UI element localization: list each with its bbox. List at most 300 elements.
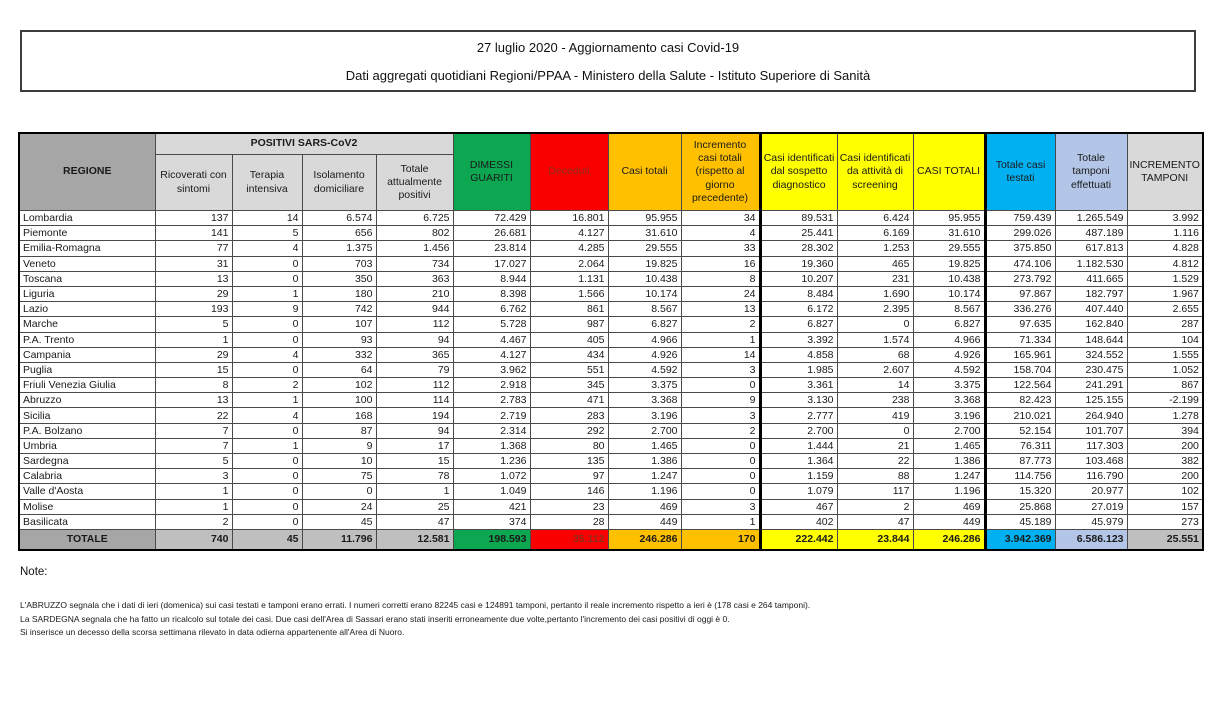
- table-row: [19, 484, 1203, 499]
- table-body: [19, 211, 1203, 530]
- value-cell: -2.199: [1127, 393, 1203, 408]
- totals-value-cell: 12.581: [376, 529, 453, 550]
- region-name: Veneto: [19, 256, 155, 271]
- value-cell: 1.967: [1127, 286, 1203, 301]
- value-cell: 4: [232, 408, 302, 423]
- value-cell: 45.189: [985, 514, 1055, 529]
- value-cell: 4: [232, 347, 302, 362]
- value-cell: 10.207: [760, 271, 837, 286]
- region-name: Lazio: [19, 302, 155, 317]
- value-cell: 88: [837, 469, 913, 484]
- value-cell: 2.719: [453, 408, 530, 423]
- col-header-casi-totali: Casi totali: [608, 133, 681, 211]
- value-cell: 1.131: [530, 271, 608, 286]
- value-cell: 6.169: [837, 226, 913, 241]
- totals-value-cell: 246.286: [913, 529, 985, 550]
- table-row: [19, 454, 1203, 469]
- value-cell: 0: [681, 469, 760, 484]
- value-cell: 3.196: [608, 408, 681, 423]
- value-cell: 231: [837, 271, 913, 286]
- value-cell: 8: [155, 378, 232, 393]
- value-cell: 1.049: [453, 484, 530, 499]
- value-cell: 6.574: [302, 211, 376, 226]
- value-cell: 24: [681, 286, 760, 301]
- value-cell: 0: [837, 317, 913, 332]
- value-cell: 2.700: [760, 423, 837, 438]
- value-cell: 162.840: [1055, 317, 1127, 332]
- value-cell: 13: [155, 393, 232, 408]
- region-name: Emilia-Romagna: [19, 241, 155, 256]
- value-cell: 3.368: [913, 393, 985, 408]
- value-cell: 89.531: [760, 211, 837, 226]
- value-cell: 299.026: [985, 226, 1055, 241]
- totals-row: [19, 529, 1203, 550]
- value-cell: 141: [155, 226, 232, 241]
- value-cell: 45: [302, 514, 376, 529]
- col-header-tamponi-effettuati: Totale tamponi effettuati: [1055, 133, 1127, 211]
- totals-value-cell: 3.942.369: [985, 529, 1055, 550]
- value-cell: 2.395: [837, 302, 913, 317]
- value-cell: 394: [1127, 423, 1203, 438]
- value-cell: 77: [155, 241, 232, 256]
- value-cell: 382: [1127, 454, 1203, 469]
- value-cell: 375.850: [985, 241, 1055, 256]
- value-cell: 3: [681, 362, 760, 377]
- totals-value-cell: 23.844: [837, 529, 913, 550]
- table-row: [19, 514, 1203, 529]
- value-cell: 421: [453, 499, 530, 514]
- value-cell: 19.825: [913, 256, 985, 271]
- region-name: P.A. Trento: [19, 332, 155, 347]
- value-cell: 487.189: [1055, 226, 1127, 241]
- value-cell: 4.966: [608, 332, 681, 347]
- value-cell: 34: [681, 211, 760, 226]
- value-cell: 93: [302, 332, 376, 347]
- value-cell: 6.725: [376, 211, 453, 226]
- value-cell: 656: [302, 226, 376, 241]
- value-cell: 6.827: [913, 317, 985, 332]
- value-cell: 97.635: [985, 317, 1055, 332]
- value-cell: 1.196: [913, 484, 985, 499]
- value-cell: 193: [155, 302, 232, 317]
- value-cell: 0: [837, 423, 913, 438]
- value-cell: 29: [155, 286, 232, 301]
- value-cell: 1.196: [608, 484, 681, 499]
- value-cell: 15.320: [985, 484, 1055, 499]
- value-cell: 6.827: [608, 317, 681, 332]
- value-cell: 80: [530, 438, 608, 453]
- region-name: Sicilia: [19, 408, 155, 423]
- region-name: Basilicata: [19, 514, 155, 529]
- value-cell: 0: [232, 332, 302, 347]
- value-cell: 87: [302, 423, 376, 438]
- value-cell: 200: [1127, 438, 1203, 453]
- region-name: Umbria: [19, 438, 155, 453]
- value-cell: 148.644: [1055, 332, 1127, 347]
- value-cell: 0: [681, 378, 760, 393]
- value-cell: 31.610: [608, 226, 681, 241]
- value-cell: 1: [232, 286, 302, 301]
- value-cell: 6.827: [760, 317, 837, 332]
- value-cell: 1.265.549: [1055, 211, 1127, 226]
- value-cell: 5: [155, 317, 232, 332]
- value-cell: 292: [530, 423, 608, 438]
- col-header-casi-testati: Totale casi testati: [985, 133, 1055, 211]
- value-cell: 1.529: [1127, 271, 1203, 286]
- col-header-casi-totali-2: CASI TOTALI: [913, 133, 985, 211]
- totals-value-cell: 25.551: [1127, 529, 1203, 550]
- value-cell: 52.154: [985, 423, 1055, 438]
- value-cell: 1: [232, 393, 302, 408]
- value-cell: 4.467: [453, 332, 530, 347]
- region-name: P.A. Bolzano: [19, 423, 155, 438]
- totals-label: TOTALE: [19, 529, 155, 550]
- value-cell: 944: [376, 302, 453, 317]
- value-cell: 122.564: [985, 378, 1055, 393]
- value-cell: 1.375: [302, 241, 376, 256]
- value-cell: 194: [376, 408, 453, 423]
- value-cell: 2.607: [837, 362, 913, 377]
- value-cell: 8.484: [760, 286, 837, 301]
- value-cell: 22: [155, 408, 232, 423]
- value-cell: 64: [302, 362, 376, 377]
- value-cell: 4.592: [608, 362, 681, 377]
- value-cell: 3.375: [608, 378, 681, 393]
- value-cell: 104: [1127, 332, 1203, 347]
- value-cell: 0: [302, 484, 376, 499]
- value-cell: 264.940: [1055, 408, 1127, 423]
- table-row: [19, 286, 1203, 301]
- value-cell: 1.364: [760, 454, 837, 469]
- region-name: Sardegna: [19, 454, 155, 469]
- value-cell: 25: [376, 499, 453, 514]
- value-cell: 365: [376, 347, 453, 362]
- value-cell: 3.375: [913, 378, 985, 393]
- value-cell: 27.019: [1055, 499, 1127, 514]
- table-row: [19, 302, 1203, 317]
- table-row: [19, 393, 1203, 408]
- value-cell: 82.423: [985, 393, 1055, 408]
- value-cell: 241.291: [1055, 378, 1127, 393]
- value-cell: 2.064: [530, 256, 608, 271]
- value-cell: 1.368: [453, 438, 530, 453]
- value-cell: 4.285: [530, 241, 608, 256]
- value-cell: 7: [155, 438, 232, 453]
- value-cell: 4.592: [913, 362, 985, 377]
- value-cell: 165.961: [985, 347, 1055, 362]
- value-cell: 1: [155, 484, 232, 499]
- value-cell: 465: [837, 256, 913, 271]
- value-cell: 469: [608, 499, 681, 514]
- value-cell: 434: [530, 347, 608, 362]
- region-name: Abruzzo: [19, 393, 155, 408]
- region-name: Molise: [19, 499, 155, 514]
- value-cell: 117: [837, 484, 913, 499]
- value-cell: 4.926: [913, 347, 985, 362]
- value-cell: 1.444: [760, 438, 837, 453]
- table-row: [19, 347, 1203, 362]
- col-header-terapia-intensiva: Terapia intensiva: [232, 155, 302, 211]
- value-cell: 4.127: [453, 347, 530, 362]
- value-cell: 13: [681, 302, 760, 317]
- value-cell: 4: [681, 226, 760, 241]
- col-header-totale-positivi: Totale attualmente positivi: [376, 155, 453, 211]
- value-cell: 17.027: [453, 256, 530, 271]
- value-cell: 17: [376, 438, 453, 453]
- value-cell: 71.334: [985, 332, 1055, 347]
- value-cell: 703: [302, 256, 376, 271]
- value-cell: 20.977: [1055, 484, 1127, 499]
- value-cell: 0: [232, 469, 302, 484]
- totals-value-cell: 11.796: [302, 529, 376, 550]
- value-cell: 146: [530, 484, 608, 499]
- value-cell: 76.311: [985, 438, 1055, 453]
- document-header: [20, 30, 1196, 92]
- value-cell: 9: [302, 438, 376, 453]
- value-cell: 210: [376, 286, 453, 301]
- table-row: [19, 423, 1203, 438]
- value-cell: 5: [232, 226, 302, 241]
- value-cell: 3.962: [453, 362, 530, 377]
- value-cell: 23: [530, 499, 608, 514]
- table-row: [19, 241, 1203, 256]
- region-name: Calabria: [19, 469, 155, 484]
- value-cell: 9: [681, 393, 760, 408]
- value-cell: 2: [155, 514, 232, 529]
- value-cell: 230.475: [1055, 362, 1127, 377]
- note-line-abruzzo: L'ABRUZZO segnala che i dati di ieri (domenica) sui casi testati e tamponi erano errati. I numeri corretti erano 82245 casi e 124891 tamponi, pertanto il reale incremento rispetto a ieri è (178 casi e 264 tamponi).: [20, 600, 811, 610]
- value-cell: 551: [530, 362, 608, 377]
- value-cell: 5.728: [453, 317, 530, 332]
- value-cell: 0: [232, 423, 302, 438]
- value-cell: 112: [376, 378, 453, 393]
- totals-value-cell: 45: [232, 529, 302, 550]
- col-header-isolamento: Isolamento domiciliare: [302, 155, 376, 211]
- value-cell: 350: [302, 271, 376, 286]
- value-cell: 411.665: [1055, 271, 1127, 286]
- value-cell: 1.079: [760, 484, 837, 499]
- value-cell: 987: [530, 317, 608, 332]
- value-cell: 273.792: [985, 271, 1055, 286]
- totals-value-cell: 6.586.123: [1055, 529, 1127, 550]
- value-cell: 6.172: [760, 302, 837, 317]
- covid-data-table: [18, 132, 1204, 551]
- value-cell: 1.465: [608, 438, 681, 453]
- region-name: Friuli Venezia Giulia: [19, 378, 155, 393]
- value-cell: 861: [530, 302, 608, 317]
- value-cell: 125.155: [1055, 393, 1127, 408]
- value-cell: 2.655: [1127, 302, 1203, 317]
- value-cell: 3.992: [1127, 211, 1203, 226]
- table-row: [19, 408, 1203, 423]
- notes-section: [20, 566, 1170, 640]
- value-cell: 103.468: [1055, 454, 1127, 469]
- value-cell: 1.072: [453, 469, 530, 484]
- table-row: [19, 378, 1203, 393]
- value-cell: 2.783: [453, 393, 530, 408]
- value-cell: 1.236: [453, 454, 530, 469]
- value-cell: 94: [376, 332, 453, 347]
- table-row: [19, 271, 1203, 286]
- value-cell: 374: [453, 514, 530, 529]
- value-cell: 0: [232, 499, 302, 514]
- value-cell: 102: [1127, 484, 1203, 499]
- value-cell: 1.247: [608, 469, 681, 484]
- value-cell: 6.762: [453, 302, 530, 317]
- value-cell: 25.441: [760, 226, 837, 241]
- value-cell: 137: [155, 211, 232, 226]
- value-cell: 19.825: [608, 256, 681, 271]
- value-cell: 867: [1127, 378, 1203, 393]
- value-cell: 14: [837, 378, 913, 393]
- col-header-dimessi-guariti: DIMESSI GUARITI: [453, 133, 530, 211]
- value-cell: 95.955: [608, 211, 681, 226]
- value-cell: 0: [681, 438, 760, 453]
- value-cell: 1.465: [913, 438, 985, 453]
- value-cell: 336.276: [985, 302, 1055, 317]
- value-cell: 4.812: [1127, 256, 1203, 271]
- value-cell: 45.979: [1055, 514, 1127, 529]
- table-header: [19, 133, 1203, 211]
- value-cell: 28: [530, 514, 608, 529]
- value-cell: 345: [530, 378, 608, 393]
- value-cell: 3.392: [760, 332, 837, 347]
- value-cell: 72.429: [453, 211, 530, 226]
- value-cell: 24: [302, 499, 376, 514]
- region-name: Campania: [19, 347, 155, 362]
- value-cell: 31.610: [913, 226, 985, 241]
- value-cell: 1.574: [837, 332, 913, 347]
- value-cell: 0: [681, 454, 760, 469]
- value-cell: 1.182.530: [1055, 256, 1127, 271]
- region-name: Liguria: [19, 286, 155, 301]
- value-cell: 112: [376, 317, 453, 332]
- value-cell: 2.314: [453, 423, 530, 438]
- col-header-incremento-casi: Incremento casi totali (rispetto al giorno precedente): [681, 133, 760, 211]
- value-cell: 2: [837, 499, 913, 514]
- value-cell: 1.566: [530, 286, 608, 301]
- value-cell: 87.773: [985, 454, 1055, 469]
- value-cell: 287: [1127, 317, 1203, 332]
- value-cell: 332: [302, 347, 376, 362]
- value-cell: 0: [232, 484, 302, 499]
- value-cell: 1.278: [1127, 408, 1203, 423]
- value-cell: 0: [232, 256, 302, 271]
- value-cell: 1: [681, 332, 760, 347]
- value-cell: 759.439: [985, 211, 1055, 226]
- value-cell: 68: [837, 347, 913, 362]
- region-name: Piemonte: [19, 226, 155, 241]
- value-cell: 1.247: [913, 469, 985, 484]
- value-cell: 19.360: [760, 256, 837, 271]
- value-cell: 1.985: [760, 362, 837, 377]
- value-cell: 31: [155, 256, 232, 271]
- note-line-sardegna: La SARDEGNA segnala che ha fatto un ricalcolo sul totale dei casi. Due casi dell'Area di Sassari erano stati inseriti erroneamente due volte,pertanto l'incremento dei casi positivi di oggi è 0.: [20, 613, 730, 624]
- col-header-sospetto-diagnostico: Casi identificati dal sospetto diagnostico: [760, 133, 837, 211]
- value-cell: 100: [302, 393, 376, 408]
- value-cell: 157: [1127, 499, 1203, 514]
- value-cell: 3: [155, 469, 232, 484]
- value-cell: 22: [837, 454, 913, 469]
- value-cell: 0: [681, 484, 760, 499]
- value-cell: 114: [376, 393, 453, 408]
- value-cell: 1: [232, 438, 302, 453]
- value-cell: 802: [376, 226, 453, 241]
- value-cell: 168: [302, 408, 376, 423]
- value-cell: 283: [530, 408, 608, 423]
- value-cell: 1: [155, 332, 232, 347]
- value-cell: 8: [681, 271, 760, 286]
- note-line-decesso: Si inserisce un decesso della scorsa settimana rilevato in data odierna appartenente all'Area di Nuoro.: [20, 627, 405, 637]
- value-cell: 117.303: [1055, 438, 1127, 453]
- value-cell: 1.690: [837, 286, 913, 301]
- value-cell: 16.801: [530, 211, 608, 226]
- value-cell: 2.777: [760, 408, 837, 423]
- table-row: [19, 211, 1203, 226]
- value-cell: 75: [302, 469, 376, 484]
- value-cell: 0: [232, 454, 302, 469]
- value-cell: 1: [681, 514, 760, 529]
- col-header-regione: REGIONE: [19, 133, 155, 211]
- value-cell: 25.868: [985, 499, 1055, 514]
- value-cell: 15: [155, 362, 232, 377]
- table-row: [19, 226, 1203, 241]
- value-cell: 8.944: [453, 271, 530, 286]
- region-name: Valle d'Aosta: [19, 484, 155, 499]
- value-cell: 1.052: [1127, 362, 1203, 377]
- value-cell: 4: [232, 241, 302, 256]
- value-cell: 97.867: [985, 286, 1055, 301]
- value-cell: 1: [155, 499, 232, 514]
- totals-value-cell: 35.112: [530, 529, 608, 550]
- value-cell: 4.966: [913, 332, 985, 347]
- value-cell: 3.130: [760, 393, 837, 408]
- value-cell: 3.196: [913, 408, 985, 423]
- value-cell: 407.440: [1055, 302, 1127, 317]
- value-cell: 617.813: [1055, 241, 1127, 256]
- value-cell: 10.438: [913, 271, 985, 286]
- value-cell: 8.567: [608, 302, 681, 317]
- value-cell: 1.456: [376, 241, 453, 256]
- table-totals: [19, 529, 1203, 550]
- value-cell: 469: [913, 499, 985, 514]
- value-cell: 363: [376, 271, 453, 286]
- value-cell: 182.797: [1055, 286, 1127, 301]
- value-cell: 2: [681, 317, 760, 332]
- value-cell: 10.438: [608, 271, 681, 286]
- value-cell: 4.127: [530, 226, 608, 241]
- value-cell: 1.253: [837, 241, 913, 256]
- value-cell: 9: [232, 302, 302, 317]
- value-cell: 405: [530, 332, 608, 347]
- value-cell: 47: [837, 514, 913, 529]
- value-cell: 4.858: [760, 347, 837, 362]
- value-cell: 107: [302, 317, 376, 332]
- value-cell: 0: [232, 362, 302, 377]
- value-cell: 2: [681, 423, 760, 438]
- value-cell: 101.707: [1055, 423, 1127, 438]
- notes-title: Note:: [20, 566, 48, 578]
- totals-value-cell: 740: [155, 529, 232, 550]
- value-cell: 158.704: [985, 362, 1055, 377]
- value-cell: 114.756: [985, 469, 1055, 484]
- value-cell: 1.386: [608, 454, 681, 469]
- value-cell: 4.828: [1127, 241, 1203, 256]
- value-cell: 28.302: [760, 241, 837, 256]
- col-header-positivi-group: POSITIVI SARS-CoV2: [155, 133, 453, 155]
- value-cell: 10: [302, 454, 376, 469]
- table-row: [19, 317, 1203, 332]
